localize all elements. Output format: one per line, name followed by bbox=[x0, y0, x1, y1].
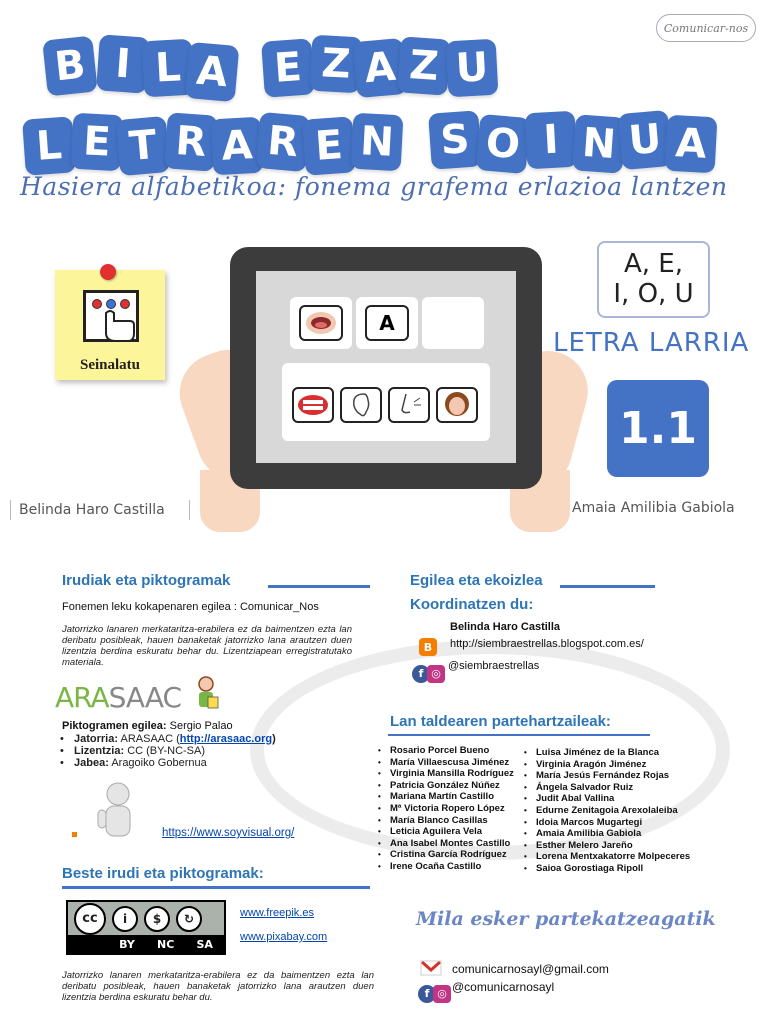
pointing-hand-icon bbox=[88, 309, 138, 343]
list-item bbox=[58, 745, 276, 757]
license-list bbox=[58, 733, 276, 769]
level-badge: 1.1 bbox=[607, 380, 709, 477]
social-handle[interactable]: @siembraestrellas bbox=[448, 660, 540, 672]
title-letter-tile: N bbox=[572, 114, 626, 173]
title-letter-tile: U bbox=[618, 110, 673, 170]
team-list-right bbox=[522, 747, 690, 875]
vowels-line-1: A, E, bbox=[623, 249, 683, 279]
title-letter-tile: A bbox=[353, 38, 408, 98]
title-letter-tile: S bbox=[428, 110, 482, 169]
team-member: • Mariana Martín Castillo bbox=[376, 791, 514, 803]
title-letter-tile: Z bbox=[397, 36, 451, 95]
facebook-icon[interactable]: f bbox=[412, 665, 430, 683]
soyvisual-link[interactable]: https://www.soyvisual.org/ bbox=[162, 827, 295, 839]
top-card-mouth[interactable] bbox=[290, 297, 352, 349]
team-member: • Idoia Marcos Mugartegi bbox=[522, 817, 690, 829]
arasaac-logo bbox=[55, 681, 181, 714]
title-letter-tile: E bbox=[261, 38, 315, 97]
phoneme-author: Fonemen leku kokapenaren egilea : Comunicar_Nos bbox=[62, 601, 319, 613]
team-member: • Virginia Aragón Jiménez bbox=[522, 759, 690, 771]
title-letter-tile: E bbox=[71, 113, 124, 172]
list-item-label: Lizentzia: bbox=[74, 745, 125, 757]
team-rule bbox=[388, 734, 650, 736]
tablet-screen bbox=[256, 271, 516, 463]
team-member: • Esther Melero Jareño bbox=[522, 840, 690, 852]
team-member: • Lorena Mentxakatorre Molpeceres bbox=[522, 851, 690, 863]
freepik-link[interactable]: www.freepik.es bbox=[240, 907, 314, 919]
team-member: • Leticia Aguilera Vela bbox=[376, 826, 514, 838]
caps-label: LETRA LARRIA bbox=[553, 328, 750, 358]
cc-license-badge[interactable] bbox=[66, 900, 226, 955]
title-letter-tile: U bbox=[446, 39, 499, 98]
title-letter-tile: I bbox=[96, 34, 150, 93]
arasaac-link[interactable]: http://arasaac.org bbox=[179, 733, 273, 745]
team-member: • María Villaescusa Jiménez bbox=[376, 757, 514, 769]
cc-icon: cc bbox=[74, 903, 106, 935]
title-letter-tile: E bbox=[302, 116, 356, 175]
list-item-value: CC (BY-NC-SA) bbox=[127, 745, 206, 757]
point-pictogram-icon bbox=[83, 290, 139, 342]
arasaac-logo-part-1: ARA bbox=[55, 681, 109, 714]
author-left: Belinda Haro Castilla bbox=[10, 500, 190, 520]
list-item bbox=[58, 733, 276, 745]
letter-card-text: A bbox=[379, 311, 395, 335]
team-member: • María Jesús Fernández Rojas bbox=[522, 770, 690, 782]
instagram-icon[interactable]: ◎ bbox=[427, 665, 445, 683]
team-heading: Lan taldearen partehartzaileak: bbox=[390, 713, 611, 730]
vowels-line-2: I, O, U bbox=[613, 279, 694, 309]
title-letter-tile: A bbox=[665, 115, 718, 174]
list-item-tail: ) bbox=[272, 733, 276, 745]
arasaac-logo-part-2: SAAC bbox=[108, 681, 182, 714]
pictogram-author-line bbox=[62, 720, 233, 732]
soyvisual-character-icon bbox=[92, 780, 142, 842]
heading-images: Irudiak eta piktogramak bbox=[62, 572, 231, 589]
heading-rule-2 bbox=[62, 886, 370, 889]
nc-icon: $ bbox=[144, 906, 170, 932]
cc-nc: NC bbox=[157, 937, 175, 951]
license-notice-2: Jatorrizko lanaren merkataritza-erabilera ez da baimentzen ezta lan deribatu posibleak, hauen banaketak jatorrizko lana arautzen duen lizentzia berdina eskuratu behar du. bbox=[62, 970, 374, 1003]
team-member: • Mª Victoria Ropero López bbox=[376, 803, 514, 815]
facebook-icon[interactable]: f bbox=[418, 985, 436, 1003]
team-list-left bbox=[376, 745, 514, 873]
brand-logo: Comunicar-nos bbox=[656, 14, 756, 42]
cc-by: BY bbox=[119, 937, 135, 951]
team-member: • Patricia González Núñez bbox=[376, 780, 514, 792]
title-letter-tile: L bbox=[22, 116, 76, 175]
blogger-icon[interactable]: B bbox=[419, 638, 437, 656]
pin-icon bbox=[100, 264, 116, 280]
title-letter-tile: R bbox=[256, 112, 311, 172]
team-member: • María Blanco Casillas bbox=[376, 815, 514, 827]
social-handle-2[interactable]: @comunicarnosayl bbox=[452, 980, 555, 994]
title-letter-tile: T bbox=[116, 116, 171, 176]
title-letter-tile: I bbox=[525, 111, 578, 170]
title-letter-tile: B bbox=[42, 36, 98, 97]
tablet bbox=[230, 247, 542, 489]
coordinator-name: Belinda Haro Castilla bbox=[450, 621, 561, 633]
heading-other-images: Beste irudi eta piktogramak: bbox=[62, 865, 264, 882]
title-letter-tile: A bbox=[185, 42, 240, 102]
list-item-value: ARASAAC ( bbox=[120, 733, 180, 745]
girl-face-icon[interactable] bbox=[436, 387, 478, 423]
title-letter-tile: R bbox=[164, 112, 218, 171]
team-member: • Ángela Salvador Ruiz bbox=[522, 782, 690, 794]
mouth-icon[interactable] bbox=[292, 387, 334, 423]
team-member: • Irene Ocaña Castillo bbox=[376, 861, 514, 873]
author-right: Amaia Amilibia Gabiola bbox=[572, 500, 735, 516]
license-notice: Jatorrizko lanaren merkataritza-erabilera ez da baimentzen ezta lan deribatu posibleak, hauen banaketak jatorrizko lana arautzen duen lizentzia berdina eskuratu behar du. Lizentziapean erregistratutako materiala. bbox=[62, 624, 352, 668]
team-member: • Ana Isabel Montes Castillo bbox=[376, 838, 514, 850]
heading-author: Egilea eta ekoizlea bbox=[410, 572, 543, 589]
email[interactable]: comunicarnosayl@gmail.com bbox=[452, 962, 609, 976]
team-member: • Judit Abal Vallina bbox=[522, 793, 690, 805]
title-letter-tile: O bbox=[476, 114, 531, 174]
sticky-note bbox=[55, 270, 165, 380]
sa-icon: ↻ bbox=[176, 906, 202, 932]
social-icons bbox=[412, 664, 445, 683]
vowels-box bbox=[597, 241, 710, 318]
team-member: • Amaia Amilibia Gabiola bbox=[522, 828, 690, 840]
pictogram-author-label: Piktogramen egilea: bbox=[62, 720, 167, 732]
team-member: • Cristina García Rodríguez bbox=[376, 849, 514, 861]
social-icons-2 bbox=[418, 984, 451, 1003]
nose-icon[interactable] bbox=[388, 387, 430, 423]
top-card-empty[interactable] bbox=[422, 297, 484, 349]
list-item-label: Jatorria: bbox=[74, 733, 119, 745]
list-item bbox=[58, 757, 276, 769]
team-member: • Virginia Mansilla Rodríguez bbox=[376, 768, 514, 780]
heading-rule bbox=[268, 585, 370, 588]
instagram-icon[interactable]: ◎ bbox=[433, 985, 451, 1003]
blog-url[interactable]: http://siembraestrellas.blogspot.com.es/ bbox=[450, 638, 644, 650]
top-card-letter[interactable] bbox=[356, 297, 418, 349]
team-member: • Luisa Jiménez de la Blanca bbox=[522, 747, 690, 759]
team-member: • Saioa Gorostiaga Ripoll bbox=[522, 863, 690, 875]
title-letter-tile: N bbox=[351, 113, 404, 172]
title-letter-tile: Z bbox=[310, 35, 363, 94]
list-item-label: Jabea: bbox=[74, 757, 109, 769]
open-mouth-icon bbox=[299, 305, 343, 341]
pictogram-author: Sergio Palao bbox=[169, 720, 233, 732]
gmail-icon[interactable] bbox=[420, 960, 442, 976]
team-member: • Edurne Zenitagoia Arexolaleiba bbox=[522, 805, 690, 817]
team-member: • Rosario Porcel Bueno bbox=[376, 745, 514, 757]
list-item-value: Aragoiko Gobernua bbox=[111, 757, 207, 769]
by-icon: i bbox=[112, 906, 138, 932]
heading-coordinator: Koordinatzen du: bbox=[410, 596, 534, 613]
ear-icon[interactable] bbox=[340, 387, 382, 423]
arasaac-mascot-icon bbox=[194, 675, 220, 711]
heading-rule-3 bbox=[560, 585, 655, 588]
soyvisual-mark-icon bbox=[72, 832, 77, 837]
pixabay-link[interactable]: www.pixabay.com bbox=[240, 931, 328, 943]
subtitle: Hasiera alfabetikoa: fonema grafema erlazioa lantzen bbox=[20, 172, 728, 201]
bottom-card-strip bbox=[282, 363, 490, 441]
title-letter-tile: A bbox=[211, 117, 264, 176]
cc-sa: SA bbox=[196, 937, 213, 951]
sticky-label: Seinalatu bbox=[79, 357, 140, 373]
thanks-text: Mila esker partekatzeagatik bbox=[416, 908, 716, 930]
title-letter-tile: L bbox=[142, 39, 195, 98]
